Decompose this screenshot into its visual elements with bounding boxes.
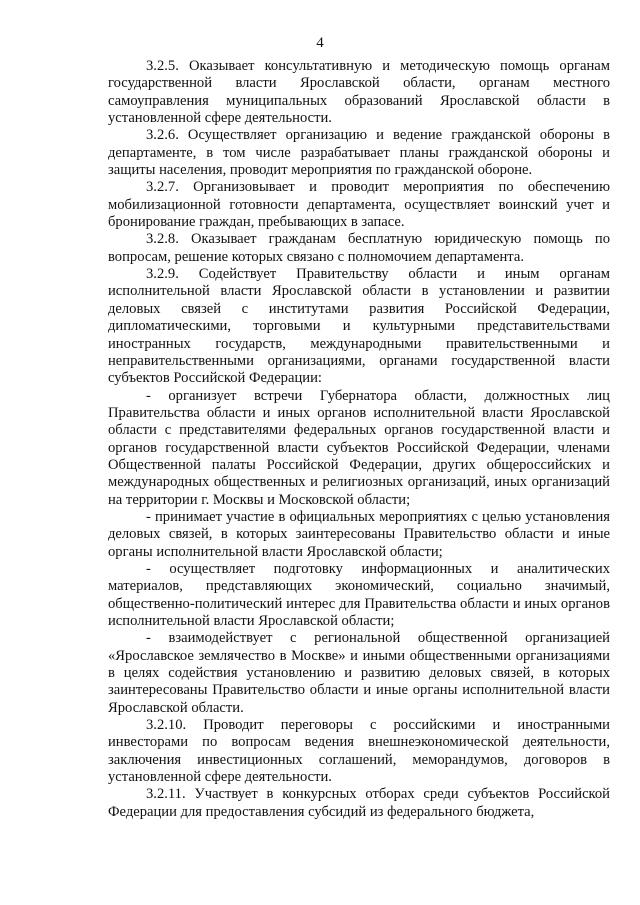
paragraph-3-2-8: 3.2.8. Оказывает гражданам бесплатную юридическую помощь по вопросам, решение которых связано с полномочием департамента. (108, 231, 610, 265)
document-body (108, 58, 610, 821)
paragraph-3-2-6: 3.2.6. Осуществляет организацию и ведение гражданской обороны в департаменте, в том числе разрабатывает планы гражданской обороны и защиты населения, проводит мероприятия по гражданской обороне. (108, 127, 610, 179)
list-item-community-interaction: - взаимодействует с региональной общественной организацией «Ярославское землячество в Москве» и иными общественными организациями в целях содействия установлению и развитию деловых связей, в которых заинтересованы Правительство области и иные органы исполнительной власти Ярославской области. (108, 630, 610, 716)
paragraph-3-2-11: 3.2.11. Участвует в конкурсных отборах среди субъектов Российской Федерации для предоставления субсидий из федерального бюджета, (108, 786, 610, 820)
paragraph-3-2-10: 3.2.10. Проводит переговоры с российскими и иностранными инвесторами по вопросам ведения внешнеэкономической деятельности, заключения инвестиционных соглашений, меморандумов, договоров в установленной сфере деятельности. (108, 717, 610, 786)
list-item-official-events: - принимает участие в официальных мероприятиях с целью установления деловых связей, в которых заинтересованы Правительство области и иные органы исполнительной власти Ярославской области; (108, 508, 610, 560)
paragraph-3-2-9: 3.2.9. Содействует Правительству области и иным органам исполнительной власти Ярославской области в установлении и развитии деловых связей с институтами развития Российской Федерации, дипломатическими, торговыми и культурными представительствами иностранных государств, международными правительственными и неправительственными организациями, органами государственной власти субъектов Российской Федерации: (108, 266, 610, 387)
list-item-analytical-materials: - осуществляет подготовку информационных и аналитических материалов, представляющих экономический, социально значимый, общественно-политический интерес для Правительства области и иных органов исполнительной власти Ярославской области; (108, 560, 610, 629)
list-item-organizes-meetings: - организует встречи Губернатора области, должностных лиц Правительства области и иных органов исполнительной власти Ярославской области с представителями федеральных органов государственной власти и органов государственной власти субъектов Российской Федерации, членами Общественной палаты Российской Федерации, других общероссийских и международных общественных и религиозных организаций, иных организаций на территории г. Москвы и Московской области; (108, 387, 610, 508)
page-number: 4 (316, 35, 324, 51)
paragraph-3-2-7: 3.2.7. Организовывает и проводит мероприятия по обеспечению мобилизационной готовности департамента, осуществляет воинский учет и бронирование граждан, пребывающих в запасе. (108, 179, 610, 231)
paragraph-3-2-5: 3.2.5. Оказывает консультативную и методическую помощь органам государственной власти Ярославской области, органам местного самоуправления муниципальных образований Ярославской области в установленной сфере деятельности. (108, 58, 610, 127)
